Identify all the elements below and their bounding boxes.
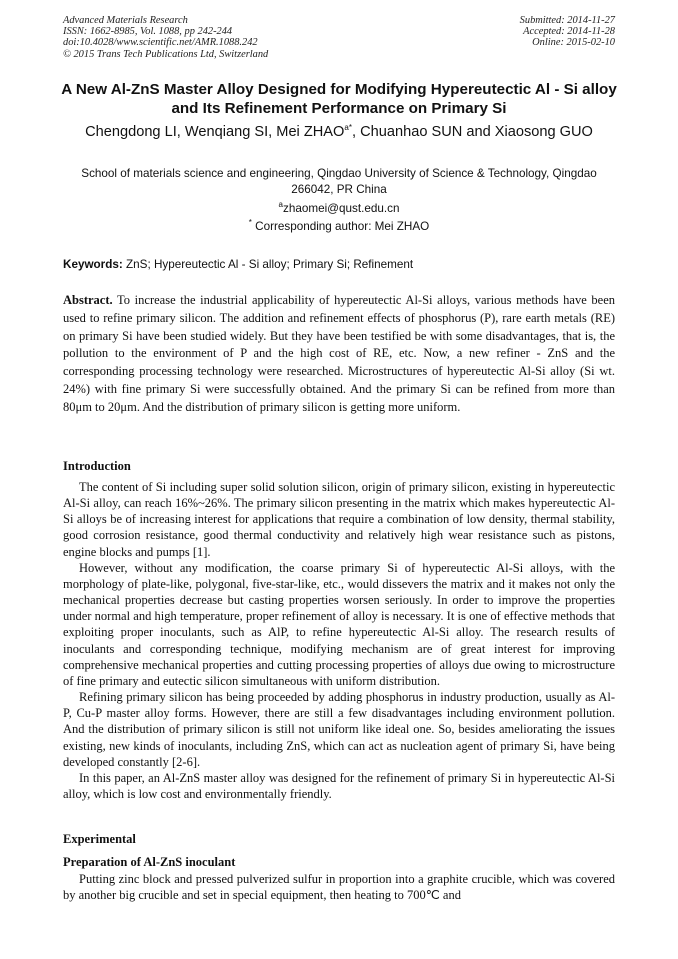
journal-issn: ISSN: 1662-8985, Vol. 1088, pp 242-244: [63, 26, 233, 38]
intro-paragraph: Refining primary silicon has being proceeded by adding phosphorus in industry production, usually as Al-P, Cu-P master alloy forms. However, there are still a few disadvantages including environment pollution. And the distribution of primary silicon is still not uniform like ideal one. So, besides ameliorating the issues existing, new kinds of inoculants, including ZnS, which can act as nucleation agent of primary Si, have being developed constantly [2-6].: [63, 690, 615, 769]
affiliation: School of materials science and engineering, Qingdao University of Science & Technology, Qingdao 266042, PR China: [81, 167, 597, 196]
author-superscript: a*: [344, 123, 352, 133]
submission-dates: [520, 15, 615, 49]
journal-name: Advanced Materials Research: [63, 15, 188, 26]
corr-text: Corresponding author: Mei ZHAO: [251, 220, 430, 233]
accepted-date: Accepted: 2014-11-28: [523, 26, 615, 38]
abstract-text: To increase the industrial applicability of hypereutectic Al-Si alloys, various methods have been used to refine primary silicon. The addition and refinement effects of phosphorus (P), rare earth metals (RE) on primary Si have been studied widely. But they have been testified be with some disadvantages, that is, the pollution to the environment of P and the high cost of RE, etc. Now, a new refiner - ZnS and the corresponding processing technology were researched. Microstructures of hypereutectic Al-Si alloy (Si wt. 24%) with fine primary Si were successfully obtained. And the primary Si can be refined from more than 80μm to 20μm. And the distribution of primary silicon is getting more uniform.: [63, 293, 615, 414]
abstract: [63, 292, 615, 417]
intro-paragraph: However, without any modification, the coarse primary Si of hypereutectic Al-Si alloys, with the morphology of plate-like, polygonal, five-star-like, etc., would dissevers the matrix and it makes not only the mechanical properties decrease but casting properties worsen seriously. In order to improve the properties under normal and high temperature, proper refinement of alloy is necessary. It is one of effective methods that exploiting proper inoculants, such as AlP, to refine hypereutectic Al-Si alloy. The research results of inoculants and corresponding technique, modifying mechanism are of great interest for improving comprehensive mechanical properties and cutting processing properties of alloys due owing to microstructure of fine primary and eutectic silicon simultaneous with uniform distribution.: [63, 560, 615, 688]
intro-paragraph: The content of Si including super solid solution silicon, origin of primary silicon, existing in hypereutectic Al-Si alloy, can reach 16%~26%. The primary silicon presenting in the matrix which makes hypereutectic Al-Si alloys be of increasing interest for applications that require a combination of low density, thermal stability, good corrosion resistance, good thermal conductivity and relatively high wear resistance such as pistons, engine blocks and pumps [1].: [63, 480, 615, 559]
online-date: Online: 2015-02-10: [532, 37, 615, 49]
journal-doi: doi:10.4028/www.scientific.net/AMR.1088.242: [63, 37, 258, 49]
author-list: [60, 123, 618, 142]
introduction-heading: Introduction: [63, 459, 131, 473]
introduction-body: [63, 479, 615, 802]
abstract-label: Abstract.: [63, 293, 113, 307]
journal-copyright: © 2015 Trans Tech Publications Ltd, Switzerland: [63, 48, 269, 60]
intro-paragraph: In this paper, an Al-ZnS master alloy was designed for the refinement of primary Si in hypereutectic Al-Si alloy, which is low cost and environmentally friendly.: [63, 770, 615, 801]
keywords-label: Keywords:: [63, 258, 123, 271]
email-address[interactable]: zhaomei@qust.edu.cn: [282, 202, 400, 215]
keywords-text: ZnS; Hypereutectic Al - Si alloy; Primary Si; Refinement: [122, 258, 414, 271]
preparation-paragraph: Putting zinc block and pressed pulverized sulfur in proportion into a graphite crucible, which was covered by another big crucible and set in special equipment, then heating to 700℃ and: [63, 872, 615, 903]
corresponding-author: [60, 219, 618, 234]
preparation-body: [63, 871, 615, 903]
submitted-date: Submitted: 2014-11-27: [519, 15, 615, 26]
paper-title: A New Al-ZnS Master Alloy Designed for Modifying Hypereutectic Al - Si alloy and Its Refinement Performance on Primary Si: [61, 81, 617, 117]
experimental-heading: Experimental: [63, 832, 136, 846]
corr-superscript: *: [248, 218, 252, 228]
email-line: [60, 201, 618, 216]
keywords: [63, 257, 615, 272]
authors-after: , Chuanhao SUN and Xiaosong GUO: [351, 124, 593, 140]
preparation-subheading: Preparation of Al-ZnS inoculant: [63, 855, 236, 869]
email-superscript: a: [278, 200, 283, 210]
authors-before: Chengdong LI, Wenqiang SI, Mei ZHAO: [85, 124, 345, 140]
journal-info: [63, 15, 268, 60]
